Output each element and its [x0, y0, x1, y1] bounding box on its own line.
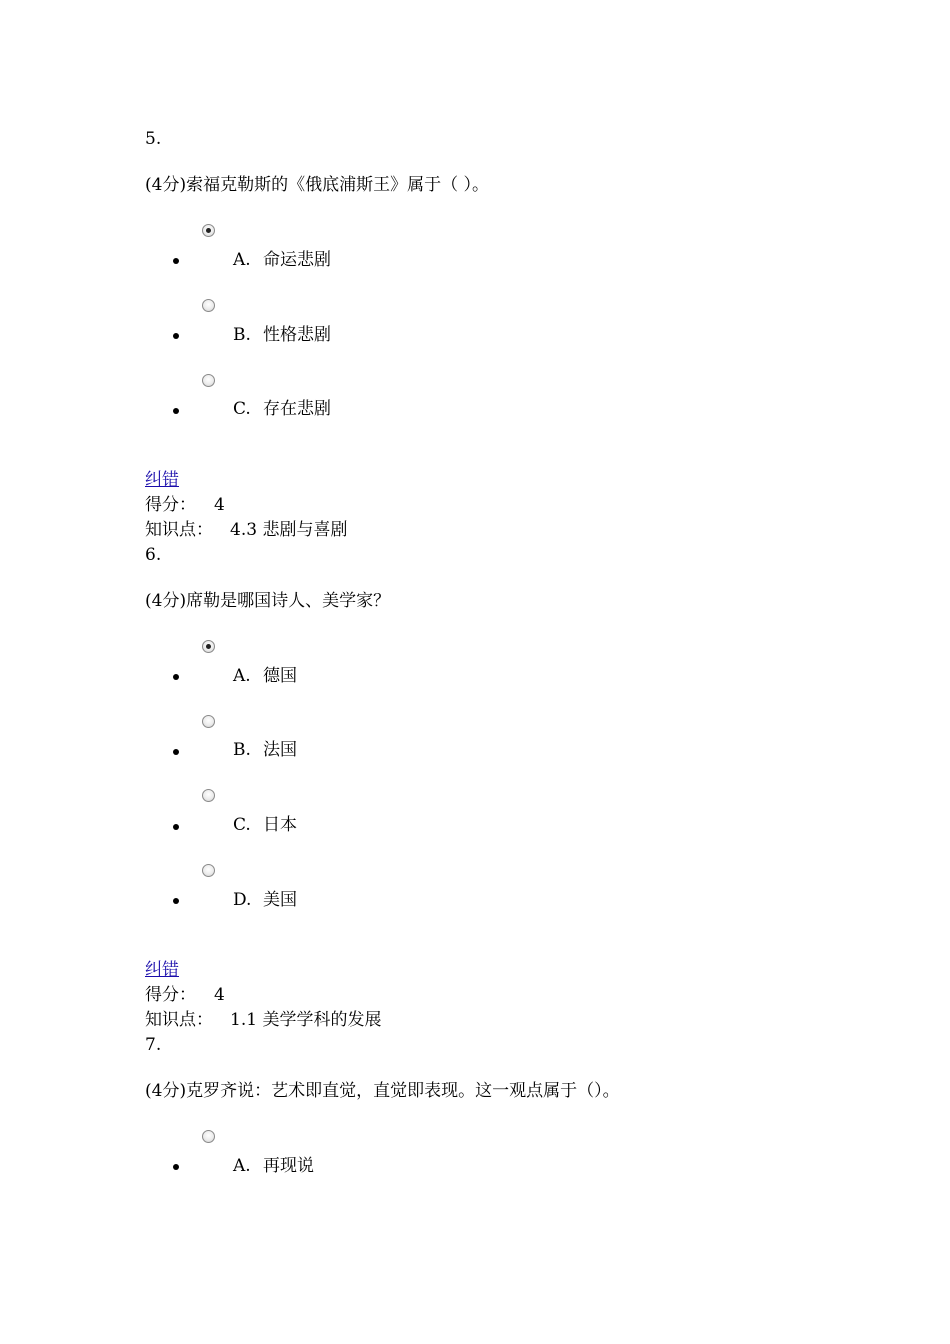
option-label: C. 日本	[233, 815, 297, 835]
knowledge-line: 知识点： 4.3 悲剧与喜剧	[145, 520, 348, 540]
radio-option-d[interactable]	[202, 864, 215, 877]
correction-link[interactable]: 纠错	[145, 960, 179, 980]
option-label: A. 命运悲剧	[233, 250, 331, 270]
score-value: 4	[214, 495, 225, 515]
radio-option-b[interactable]	[202, 715, 215, 728]
score-value: 4	[214, 985, 225, 1005]
bullet-icon	[173, 674, 179, 680]
knowledge-value: 4.3 悲剧与喜剧	[230, 520, 348, 540]
bullet-icon	[173, 333, 179, 339]
bullet-icon	[173, 898, 179, 904]
bullet-icon	[173, 824, 179, 830]
option-label: C. 存在悲剧	[233, 399, 331, 419]
radio-option-a[interactable]	[202, 224, 215, 237]
question-number: 5.	[145, 129, 162, 149]
option-label: B. 法国	[233, 740, 297, 760]
radio-option-a[interactable]	[202, 640, 215, 653]
score-line: 得分： 4	[145, 985, 225, 1005]
question-text: (4分)席勒是哪国诗人、美学家？	[145, 591, 391, 611]
radio-selected-dot	[206, 228, 211, 233]
radio-option-b[interactable]	[202, 299, 215, 312]
radio-option-a[interactable]	[202, 1130, 215, 1143]
knowledge-value: 1.1 美学学科的发展	[230, 1010, 382, 1030]
bullet-icon	[173, 1164, 179, 1170]
bullet-icon	[173, 258, 179, 264]
question-text: (4分)索福克勒斯的《俄底浦斯王》属于（ ）。	[145, 175, 489, 195]
option-label: D. 美国	[233, 890, 297, 910]
radio-option-c[interactable]	[202, 789, 215, 802]
option-label: B. 性格悲剧	[233, 325, 331, 345]
bullet-icon	[173, 408, 179, 414]
radio-option-c[interactable]	[202, 374, 215, 387]
knowledge-line: 知识点： 1.1 美学学科的发展	[145, 1010, 382, 1030]
correction-link[interactable]: 纠错	[145, 470, 179, 490]
bullet-icon	[173, 749, 179, 755]
option-label: A. 再现说	[233, 1156, 314, 1176]
question-number: 6.	[145, 545, 162, 565]
radio-selected-dot	[206, 644, 211, 649]
question-text: (4分)克罗齐说：艺术即直觉，直觉即表现。这一观点属于（）。	[145, 1081, 620, 1101]
score-line: 得分： 4	[145, 495, 225, 515]
option-label: A. 德国	[233, 666, 297, 686]
question-number: 7.	[145, 1035, 162, 1055]
